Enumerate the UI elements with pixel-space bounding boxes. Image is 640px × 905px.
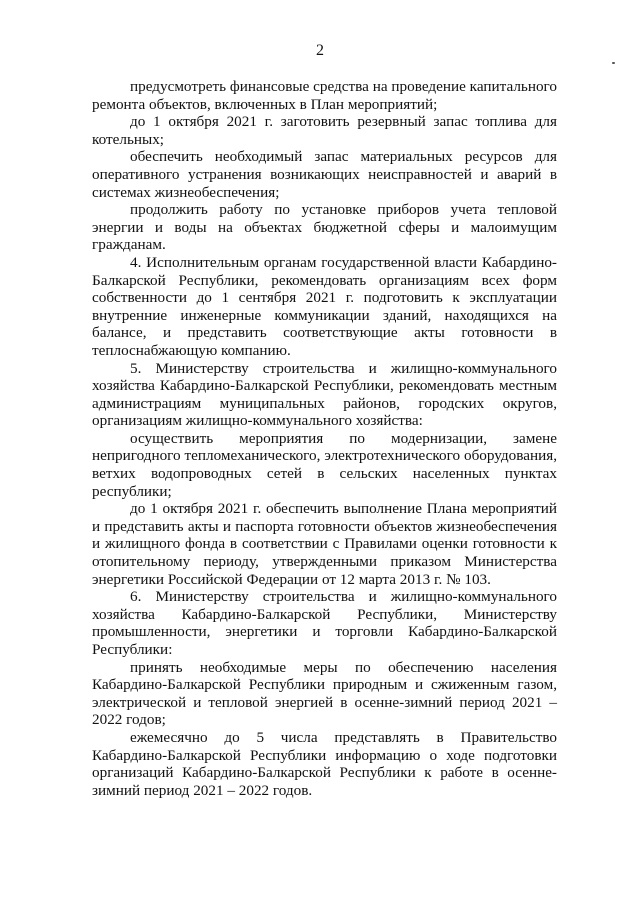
document-body (92, 78, 557, 799)
page-number: 2 (316, 42, 324, 59)
paragraph-item-4: 4. Исполнительным органам государственной власти Кабардино-Балкарской Республики, рекомендовать организациям всех форм собственности до 1 сентября 2021 г. подготовить к эксплуатации внутренние инженерные коммуникации зданий, находящихся на балансе, и представить соответствующие акты готовности в теплоснабжающую компанию. (92, 253, 557, 359)
paragraph-fuel-reserve: до 1 октября 2021 г. заготовить резервный запас топлива для котельных; (92, 113, 557, 148)
paragraph-modernization: осуществить мероприятия по модернизации, замене непригодного тепломеханического, электротехнического оборудования, ветхих водопроводных сетей в сельских населенных пунктах республики; (92, 429, 557, 500)
paragraph-gas-supply: принять необходимые меры по обеспечению населения Кабардино-Балкарской Республики природным и сжиженным газом, электрической и тепловой энергией в осенне-зимний период 2021 – 2022 годов; (92, 658, 557, 729)
paragraph-monthly-report: ежемесячно до 5 числа представлять в Правительство Кабардино-Балкарской Республики информацию о ходе подготовки организаций Кабардино-Балкарской Республики к работе в осенне-зимний период 2021 – 2022 годов. (92, 728, 557, 799)
paragraph-item-6: 6. Министерству строительства и жилищно-коммунального хозяйства Кабардино-Балкарской Республики, Министерству промышленности, энергетики и торговли Кабардино-Балкарской Республики: (92, 588, 557, 658)
margin-dot (612, 62, 615, 64)
paragraph-material-resources: обеспечить необходимый запас материальных ресурсов для оперативного устранения возникающих неисправностей и аварий в системах жизнеобеспечения; (92, 148, 557, 201)
paragraph-funds: предусмотреть финансовые средства на проведение капитального ремонта объектов, включенных в План мероприятий; (92, 78, 557, 113)
paragraph-metering-devices: продолжить работу по установке приборов учета тепловой энергии и воды на объектах бюджетной сферы и малоимущим гражданам. (92, 201, 557, 254)
paragraph-item-5: 5. Министерству строительства и жилищно-коммунального хозяйства Кабардино-Балкарской Республики, рекомендовать местным администрациям муниципальных районов, городских округов, организациям жилищно-коммунального хозяйства: (92, 359, 557, 430)
paragraph-plan-execution: до 1 октября 2021 г. обеспечить выполнение Плана мероприятий и представить акты и паспорта готовности объектов жизнеобеспечения и жилищного фонда в соответствии с Правилами оценки готовности к отопительному периоду, утвержденными приказом Министерства энергетики Российской Федерации от 12 марта 2013 г. № 103. (92, 500, 557, 588)
